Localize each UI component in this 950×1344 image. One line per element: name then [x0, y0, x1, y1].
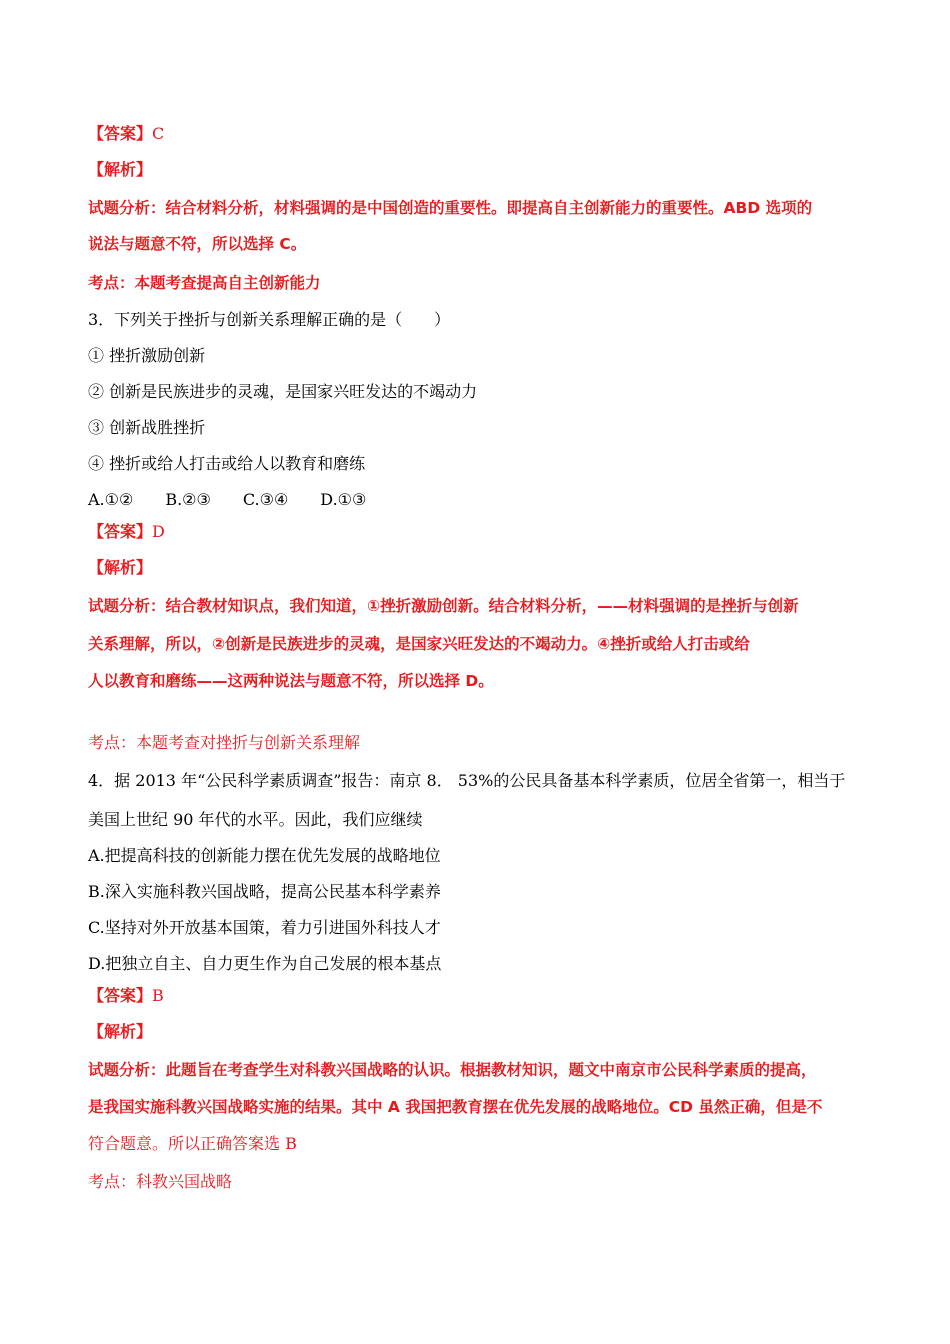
q4-analysis-line2: 是我国实施科教兴国战略实施的结果。其中 A 我国把教育摆在优先发展的战略地位。CD 虽然正确，但是不 — [88, 1098, 823, 1116]
q3-analysis-line1: 试题分析：结合教材知识点，我们知道，①挫折激励创新。结合材料分析，——材料强调的是挫折与创新 — [88, 597, 799, 615]
q3-analysis-line3: 人以教育和磨练——这两种说法与题意不符，所以选择 D。 — [88, 672, 494, 690]
q2-answer — [88, 124, 164, 144]
q4-analysis-line1: 试题分析：此题旨在考查学生对科教兴国战略的认识。根据教材知识，题文中南京市公民科学素质的提高， — [88, 1061, 817, 1079]
q3-option-1: ① 挫折激励创新 — [88, 346, 206, 365]
q4-option-a: A.把提高科技的创新能力摆在优先发展的战略地位 — [88, 846, 441, 865]
q3-answer — [88, 522, 165, 542]
q4-option-d: D.把独立自主、自力更生作为自己发展的根本基点 — [88, 954, 442, 973]
q4-point: 考点：科教兴国战略 — [88, 1172, 233, 1191]
q3-analysis-label: 【解析】 — [88, 558, 153, 577]
q4-analysis-line3: 符合题意。所以正确答案选 B — [88, 1134, 297, 1153]
q3-point: 考点：本题考查对挫折与创新关系理解 — [88, 733, 361, 752]
q4-option-c: C.坚持对外开放基本国策，着力引进国外科技人才 — [88, 918, 441, 937]
q3-option-3: ③ 创新战胜挫折 — [88, 418, 206, 437]
answer-value: B — [152, 986, 164, 1005]
q2-analysis-label: 【解析】 — [88, 160, 153, 179]
answer-value: C — [152, 124, 165, 143]
q2-analysis-line2: 说法与题意不符，所以选择 C。 — [88, 235, 307, 253]
q4-analysis-label: 【解析】 — [88, 1022, 153, 1041]
answer-label: 【答案】 — [88, 986, 153, 1005]
q3-analysis-line2: 关系理解，所以，②创新是民族进步的灵魂，是国家兴旺发达的不竭动力。④挫折或给人打击或给 — [88, 635, 750, 653]
answer-label: 【答案】 — [88, 522, 153, 541]
answer-value: D — [152, 522, 165, 541]
q3-choices: A.①② B.②③ C.③④ D.①③ — [88, 490, 367, 509]
q4-option-b: B.深入实施科教兴国战略，提高公民基本科学素养 — [88, 882, 441, 901]
q4-stem-line2: 美国上世纪 90 年代的水平。因此，我们应继续 — [88, 810, 423, 829]
q2-point: 考点：本题考查提高自主创新能力 — [88, 274, 321, 292]
q3-stem: 3．下列关于挫折与创新关系理解正确的是（ ） — [88, 310, 451, 329]
q4-stem-line1: 4．据 2013 年“公民科学素质调查”报告：南京 8． 53%的公民具备基本科学素质，位居全省第一，相当于 — [88, 771, 846, 790]
q3-option-2: ② 创新是民族进步的灵魂，是国家兴旺发达的不竭动力 — [88, 382, 478, 401]
answer-label: 【答案】 — [88, 124, 153, 143]
q2-analysis-line1: 试题分析：结合材料分析，材料强调的是中国创造的重要性。即提高自主创新能力的重要性。ABD 选项的 — [88, 199, 813, 217]
q3-option-4: ④ 挫折或给人打击或给人以教育和磨练 — [88, 454, 366, 473]
q4-answer — [88, 986, 164, 1006]
